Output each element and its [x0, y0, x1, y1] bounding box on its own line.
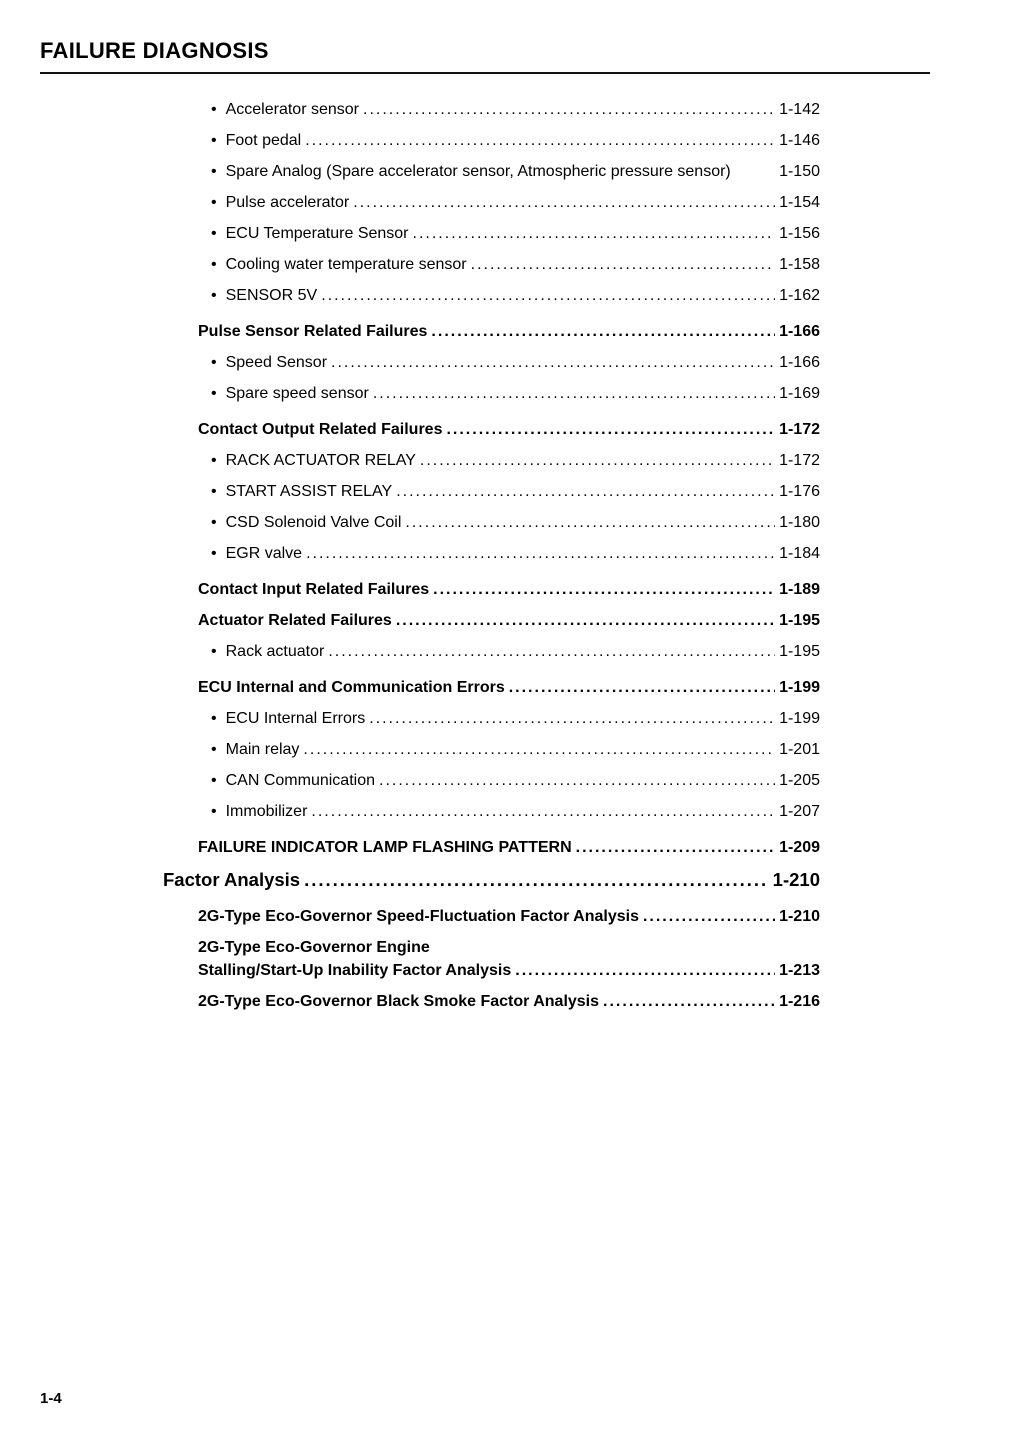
bullet-icon: •: [211, 385, 217, 402]
toc-entry-page: 1-169: [779, 385, 820, 402]
toc-row: [211, 280, 820, 311]
toc-row: [211, 378, 820, 409]
dot-leader: [603, 990, 775, 1013]
toc-row: [198, 605, 820, 636]
toc-entry-label: Actuator Related Failures: [198, 612, 392, 629]
dot-leader: [363, 94, 775, 125]
toc-row: [211, 249, 820, 280]
toc-list: [163, 94, 820, 1013]
page-number-label: 1-4: [40, 1390, 62, 1407]
toc-row: [163, 863, 820, 897]
toc-entry: [163, 672, 820, 703]
bullet-icon: •: [211, 194, 217, 211]
dot-leader: [405, 507, 775, 538]
toc-entry-page: 1-199: [779, 710, 820, 727]
toc-entry-page: 1-176: [779, 483, 820, 500]
toc-entry: [163, 218, 820, 249]
toc-entry-label: 2G-Type Eco-Governor Engine: [198, 939, 430, 956]
toc-entry-page: 1-154: [779, 194, 820, 211]
bullet-icon: •: [211, 710, 217, 727]
toc-entry-label: Immobilizer: [225, 803, 308, 820]
toc-entry-label: RACK ACTUATOR RELAY: [225, 452, 416, 469]
toc-row: [198, 316, 820, 347]
toc-entry-label: Main relay: [225, 741, 300, 758]
toc-entry-label: CAN Communication: [225, 772, 375, 789]
toc-entry: [163, 156, 820, 187]
toc-entry-page: 1-158: [779, 256, 820, 273]
toc-entry-label: Foot pedal: [225, 132, 302, 149]
bullet-icon: •: [211, 483, 217, 500]
dot-leader: [321, 280, 775, 311]
toc-entry-page: 1-205: [779, 772, 820, 789]
toc-entry-label: ECU Temperature Sensor: [225, 225, 409, 242]
toc-entry-page: 1-209: [779, 839, 820, 856]
toc-entry-page: 1-162: [779, 287, 820, 304]
toc-row: [211, 734, 820, 765]
dot-leader: [311, 796, 775, 827]
dot-leader: [304, 863, 769, 897]
dot-leader: [331, 347, 775, 378]
toc-entry-page: 1-213: [779, 962, 820, 979]
toc-entry-page: 1-166: [779, 354, 820, 371]
toc-entry-page: 1-142: [779, 101, 820, 118]
toc-row: [211, 636, 820, 667]
bullet-icon: •: [211, 163, 217, 180]
toc-entry-page: 1-216: [779, 993, 820, 1010]
toc-entry: [163, 796, 820, 827]
toc-row: [211, 765, 820, 796]
header-rule: [40, 72, 930, 74]
dot-leader: [643, 905, 775, 928]
bullet-icon: •: [211, 741, 217, 758]
bullet-icon: •: [211, 643, 217, 660]
toc-entry-label: 2G-Type Eco-Governor Black Smoke Factor Analysis: [198, 993, 600, 1010]
toc-entry: [163, 734, 820, 765]
toc-entry-label: ECU Internal and Communication Errors: [198, 679, 505, 696]
toc-row: [198, 936, 820, 959]
dot-leader: [576, 832, 775, 863]
toc-entry: [163, 445, 820, 476]
bullet-icon: •: [211, 287, 217, 304]
toc-entry: [163, 863, 820, 897]
toc-entry-page: 1-156: [779, 225, 820, 242]
page-header: [40, 38, 984, 74]
toc-entry-label: Pulse Sensor Related Failures: [198, 323, 428, 340]
toc-entry: [163, 414, 820, 445]
dot-leader: [305, 125, 775, 156]
toc-entry-label: Cooling water temperature sensor: [225, 256, 467, 273]
bullet-icon: •: [211, 225, 217, 242]
toc-entry: [163, 125, 820, 156]
toc-entry: [163, 832, 820, 863]
toc-row: [211, 476, 820, 507]
toc-entry: [163, 249, 820, 280]
toc-entry-page: 1-201: [779, 741, 820, 758]
toc-entry-label: ECU Internal Errors: [225, 710, 366, 727]
dot-leader: [396, 476, 775, 507]
toc-entry-label: 2G-Type Eco-Governor Speed-Fluctuation Factor Analysis: [198, 908, 639, 925]
toc-entry-label: FAILURE INDICATOR LAMP FLASHING PATTERN: [198, 839, 572, 856]
toc-entry: [163, 378, 820, 409]
bullet-icon: •: [211, 132, 217, 149]
dot-leader: [306, 538, 775, 569]
toc-row: [211, 218, 820, 249]
toc-entry-label: Contact Output Related Failures: [198, 421, 443, 438]
dot-leader: [379, 765, 775, 796]
bullet-icon: •: [211, 452, 217, 469]
toc-entry: [163, 94, 820, 125]
dot-leader: [446, 414, 775, 445]
toc-entry-label: START ASSIST RELAY: [225, 483, 393, 500]
toc-row: [198, 959, 820, 982]
toc-entry-page: 1-172: [779, 452, 820, 469]
dot-leader: [373, 378, 775, 409]
bullet-icon: •: [211, 514, 217, 531]
toc-entry-page: 1-199: [779, 679, 820, 696]
toc-entry: [163, 316, 820, 347]
toc-entry: [163, 574, 820, 605]
toc-entry-label: CSD Solenoid Valve Coil: [225, 514, 402, 531]
toc-row: [198, 990, 820, 1013]
dot-leader: [369, 703, 775, 734]
bullet-icon: •: [211, 803, 217, 820]
toc-row: [198, 905, 820, 928]
toc-entry: [163, 990, 820, 1013]
toc-entry-page: 1-195: [779, 643, 820, 660]
toc-entry-label: Contact Input Related Failures: [198, 581, 430, 598]
dot-leader: [303, 734, 775, 765]
toc-entry-label: Factor Analysis: [163, 869, 301, 890]
toc-entry-page: 1-150: [779, 163, 820, 180]
toc-entry-label: EGR valve: [225, 545, 303, 562]
toc-row: [211, 94, 820, 125]
bullet-icon: •: [211, 101, 217, 118]
dot-leader: [433, 574, 775, 605]
toc-row: [198, 672, 820, 703]
dot-leader: [420, 445, 775, 476]
toc-entry-label: Stalling/Start-Up Inability Factor Analysis: [198, 962, 512, 979]
toc-entry: [163, 280, 820, 311]
toc-row: [211, 125, 820, 156]
dot-leader: [353, 187, 775, 218]
toc-entry: [163, 703, 820, 734]
dot-leader: [509, 672, 775, 703]
dot-leader: [396, 605, 775, 636]
toc-row: [211, 347, 820, 378]
toc-row: [211, 187, 820, 218]
toc-entry-page: 1-180: [779, 514, 820, 531]
dot-leader: [431, 316, 775, 347]
toc-row: [211, 796, 820, 827]
toc-entry-label: Pulse accelerator: [225, 194, 350, 211]
bullet-icon: •: [211, 256, 217, 273]
toc-entry-page: 1-146: [779, 132, 820, 149]
toc-entry-label: Accelerator sensor: [225, 101, 359, 118]
toc-row: [198, 574, 820, 605]
dot-leader: [471, 249, 775, 280]
page-title: FAILURE DIAGNOSIS: [40, 38, 269, 63]
toc-entry: [163, 538, 820, 569]
toc-entry: [163, 507, 820, 538]
toc-entry: [163, 936, 820, 982]
toc-row: [211, 538, 820, 569]
toc-entry: [163, 765, 820, 796]
toc-row: [211, 703, 820, 734]
toc-entry-page: 1-184: [779, 545, 820, 562]
dot-leader: [515, 959, 775, 982]
toc-entry-page: 1-172: [779, 421, 820, 438]
toc-entry: [163, 636, 820, 667]
bullet-icon: •: [211, 545, 217, 562]
toc-row: [198, 832, 820, 863]
toc-entry-page: 1-189: [779, 581, 820, 598]
toc-entry-label: Speed Sensor: [225, 354, 328, 371]
toc-entry-page: 1-195: [779, 612, 820, 629]
toc-entry: [163, 187, 820, 218]
toc-entry: [163, 347, 820, 378]
toc-entry-label: Spare Analog (Spare accelerator sensor, Atmospheric pressure sensor): [225, 163, 731, 180]
toc-entry-page: 1-210: [772, 869, 820, 890]
toc-entry: [163, 905, 820, 928]
toc-entry-label: SENSOR 5V: [225, 287, 318, 304]
toc-entry: [163, 605, 820, 636]
bullet-icon: •: [211, 772, 217, 789]
toc-entry-page: 1-210: [779, 908, 820, 925]
toc-entry-page: 1-166: [779, 323, 820, 340]
toc-entry-label: Spare speed sensor: [225, 385, 369, 402]
toc-entry-page: 1-207: [779, 803, 820, 820]
toc-row: [211, 156, 820, 187]
toc-entry: [163, 476, 820, 507]
toc-row: [198, 414, 820, 445]
dot-leader: [413, 218, 776, 249]
toc-row: [211, 445, 820, 476]
toc-row: [211, 507, 820, 538]
toc-entry-label: Rack actuator: [225, 643, 325, 660]
dot-leader: [328, 636, 775, 667]
bullet-icon: •: [211, 354, 217, 371]
